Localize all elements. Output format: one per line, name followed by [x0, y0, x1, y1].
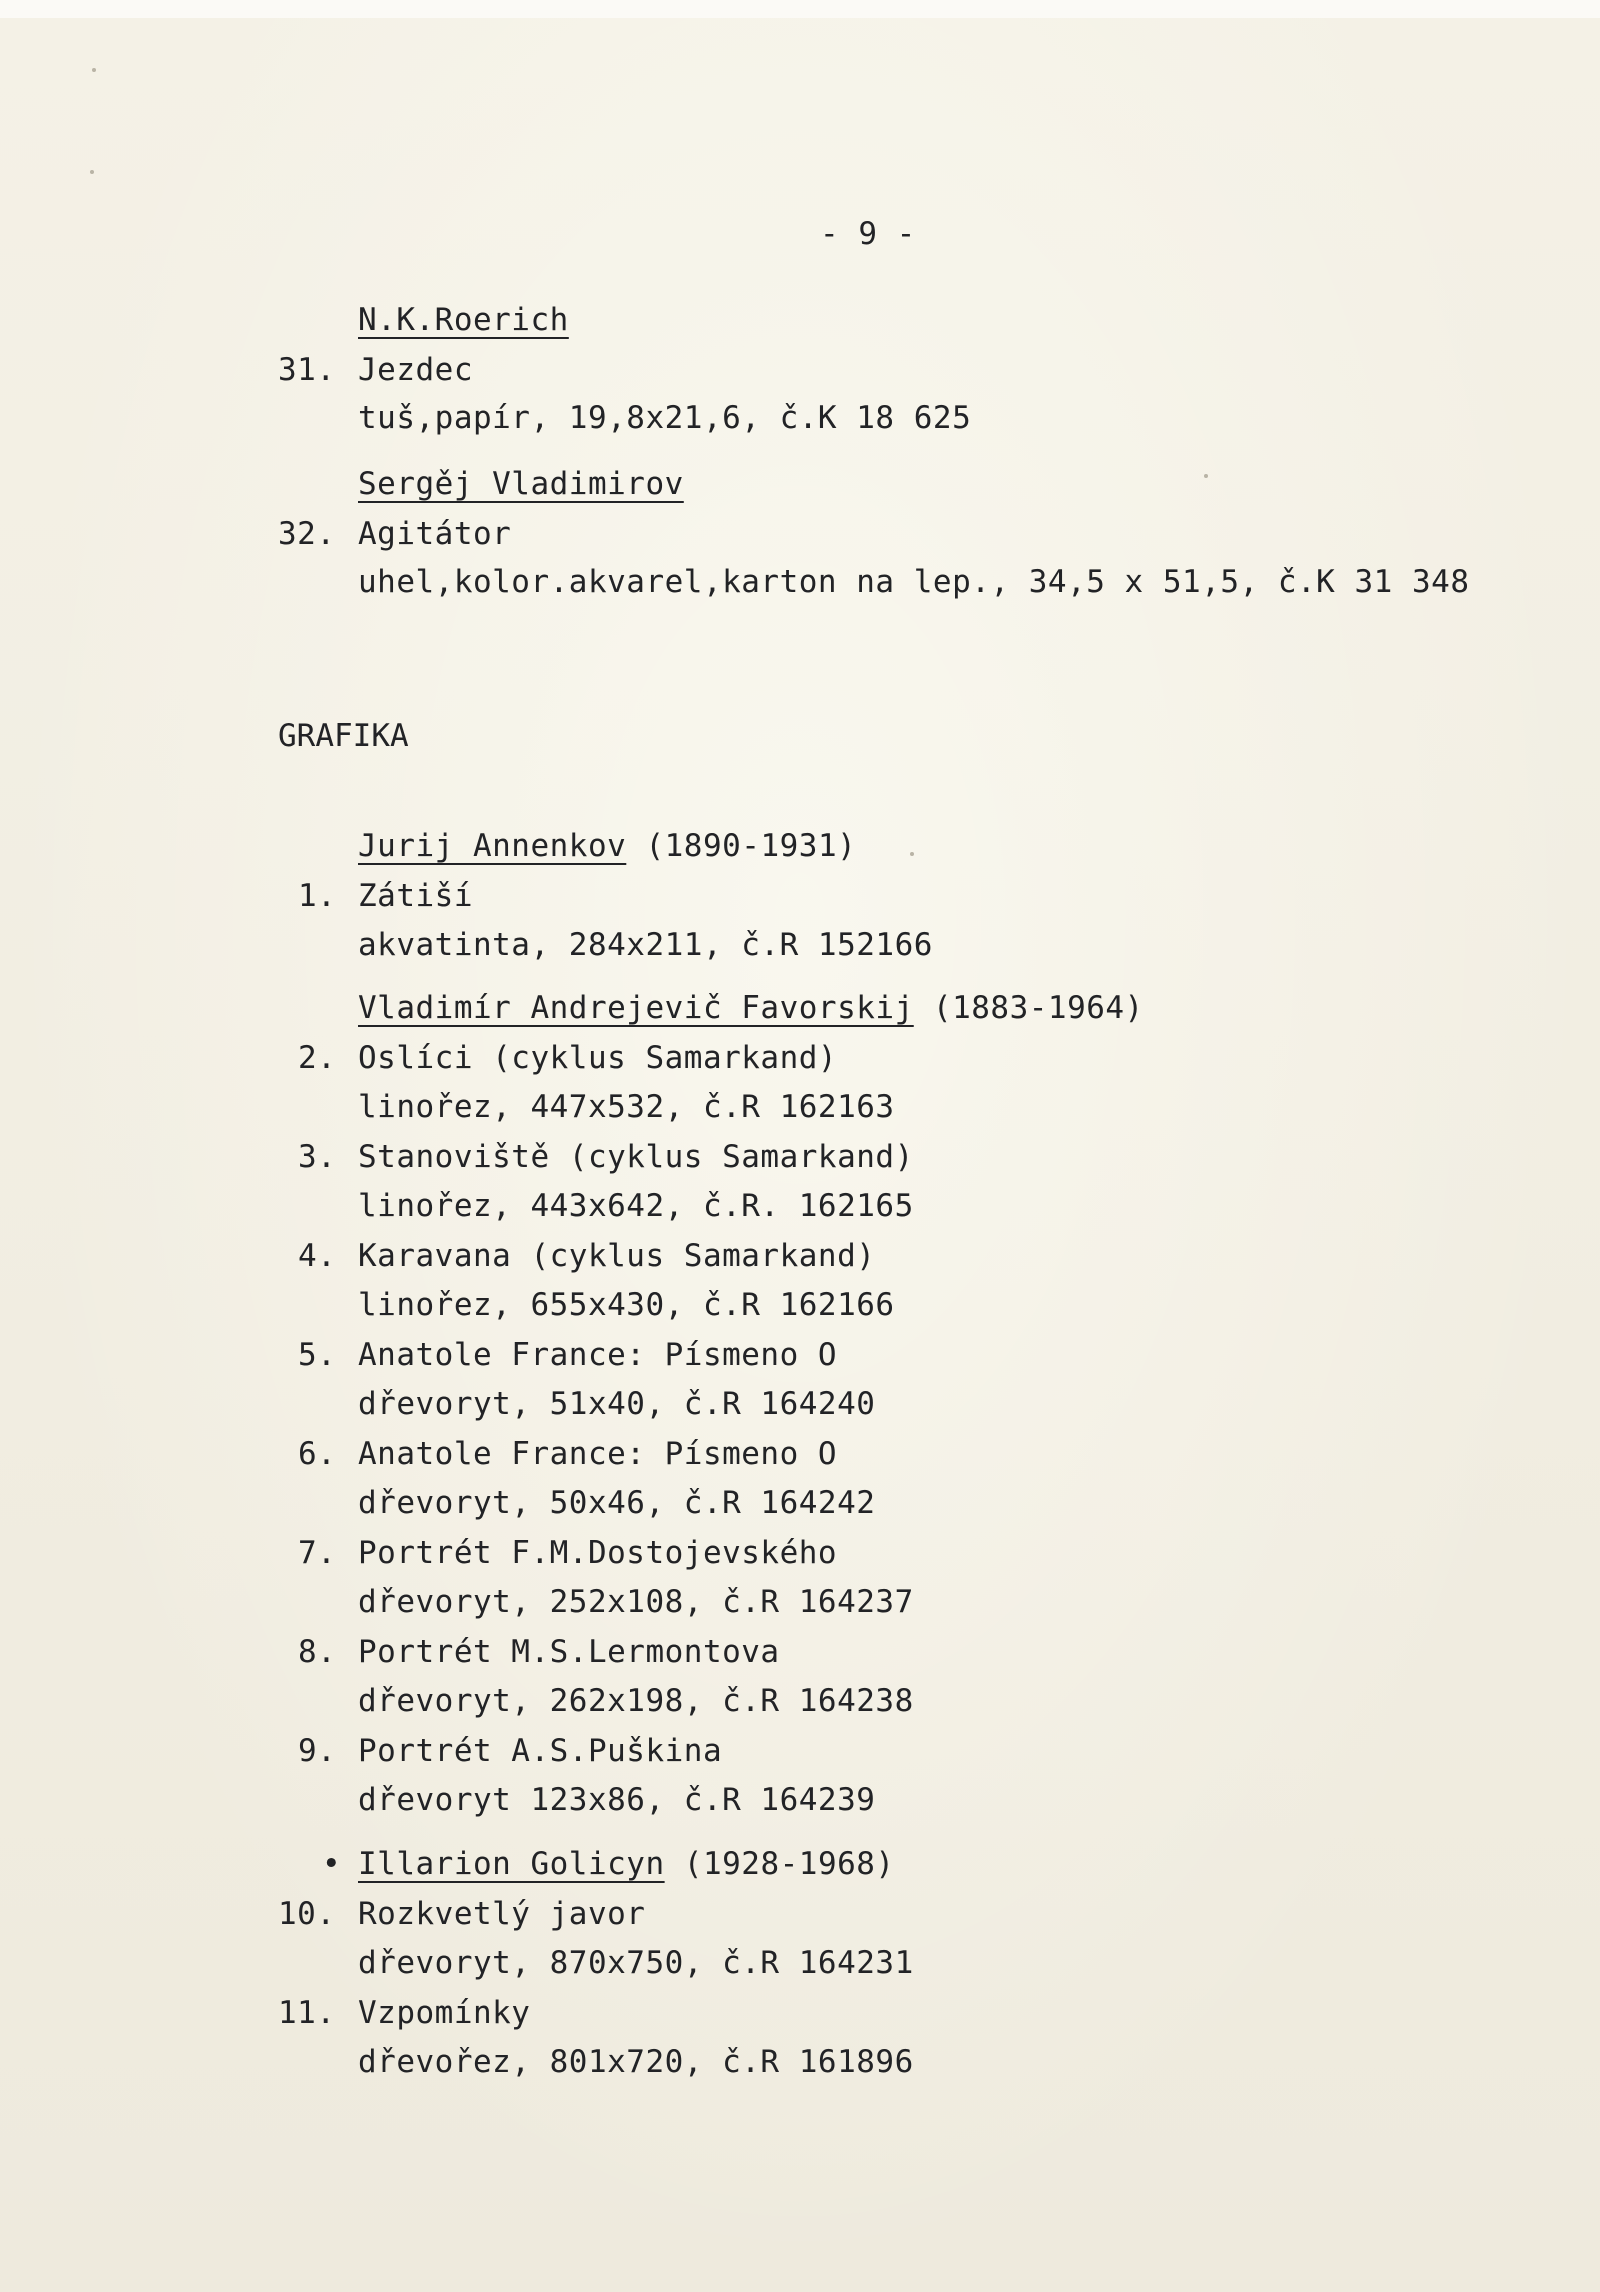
- artist-heading-annenkov: [358, 828, 856, 864]
- artist-heading-golicyn: [358, 1846, 895, 1882]
- item-number: 6.: [298, 1436, 337, 1472]
- section-heading-grafika: GRAFIKA: [278, 718, 409, 754]
- artwork-title: Vzpomínky: [358, 1995, 531, 2031]
- artwork-title: Jezdec: [358, 352, 473, 388]
- artwork-title: Anatole France: Písmeno O: [358, 1337, 838, 1373]
- item-number: 7.: [298, 1535, 337, 1571]
- artwork-title: Agitátor: [358, 516, 512, 552]
- artist-heading-favorskij: [358, 990, 1144, 1026]
- artwork-details: dřevoryt, 870x750, č.R 164231: [358, 1945, 914, 1981]
- paper-speck: [92, 68, 96, 72]
- artist-dates: (1928-1968): [683, 1846, 895, 1882]
- artist-name: Jurij Annenkov: [358, 828, 627, 864]
- artwork-details: dřevoryt, 252x108, č.R 164237: [358, 1584, 914, 1620]
- artwork-title: Portrét A.S.Puškina: [358, 1733, 723, 1769]
- scan-top-edge: [0, 0, 1600, 18]
- item-number: 32.: [278, 516, 336, 552]
- artwork-details: dřevořez, 801x720, č.R 161896: [358, 2044, 914, 2080]
- item-number: 11.: [278, 1995, 336, 2031]
- item-number: 5.: [298, 1337, 337, 1373]
- artwork-details: linořez, 447x532, č.R 162163: [358, 1089, 895, 1125]
- artist-name: Vladimír Andrejevič Favorskij: [358, 990, 914, 1026]
- artwork-title: Stanoviště (cyklus Samarkand): [358, 1139, 914, 1175]
- artwork-details: akvatinta, 284x211, č.R 152166: [358, 927, 933, 963]
- artwork-title: Portrét M.S.Lermontova: [358, 1634, 780, 1670]
- item-number: 3.: [298, 1139, 337, 1175]
- artwork-details: linořez, 443x642, č.R. 162165: [358, 1188, 914, 1224]
- artwork-details: tuš,papír, 19,8x21,6, č.K 18 625: [358, 400, 972, 436]
- paper-speck: [1204, 474, 1208, 478]
- artist-dates: (1883-1964): [932, 990, 1144, 1026]
- item-number: 1.: [298, 878, 337, 914]
- artwork-details: dřevoryt, 50x46, č.R 164242: [358, 1485, 876, 1521]
- item-number: 10.: [278, 1896, 336, 1932]
- artist-name: Illarion Golicyn: [358, 1846, 665, 1882]
- artwork-title: Anatole France: Písmeno O: [358, 1436, 838, 1472]
- artist-heading-vladimirov: Sergěj Vladimirov: [358, 466, 684, 502]
- artwork-details: uhel,kolor.akvarel,karton na lep., 34,5 x 51,5, č.K 31 348: [358, 564, 1470, 600]
- item-number: 8.: [298, 1634, 337, 1670]
- artwork-details: dřevoryt, 51x40, č.R 164240: [358, 1386, 876, 1422]
- artwork-title: Portrét F.M.Dostojevského: [358, 1535, 838, 1571]
- artwork-title: Rozkvetlý javor: [358, 1896, 646, 1932]
- item-number: 2.: [298, 1040, 337, 1076]
- artwork-details: dřevoryt 123x86, č.R 164239: [358, 1782, 876, 1818]
- artwork-title: Karavana (cyklus Samarkand): [358, 1238, 876, 1274]
- paper-speck: [90, 170, 94, 174]
- artwork-details: dřevoryt, 262x198, č.R 164238: [358, 1683, 914, 1719]
- artwork-details: linořez, 655x430, č.R 162166: [358, 1287, 895, 1323]
- page-number: - 9 -: [820, 216, 916, 252]
- item-number: 31.: [278, 352, 336, 388]
- artwork-title: Zátiší: [358, 878, 473, 914]
- item-number: 9.: [298, 1733, 337, 1769]
- bullet-mark: •: [322, 1846, 342, 1882]
- item-number: 4.: [298, 1238, 337, 1274]
- artist-dates: (1890-1931): [645, 828, 857, 864]
- paper-speck: [910, 852, 914, 856]
- artist-heading-roerich: N.K.Roerich: [358, 302, 569, 338]
- artwork-title: Oslíci (cyklus Samarkand): [358, 1040, 838, 1076]
